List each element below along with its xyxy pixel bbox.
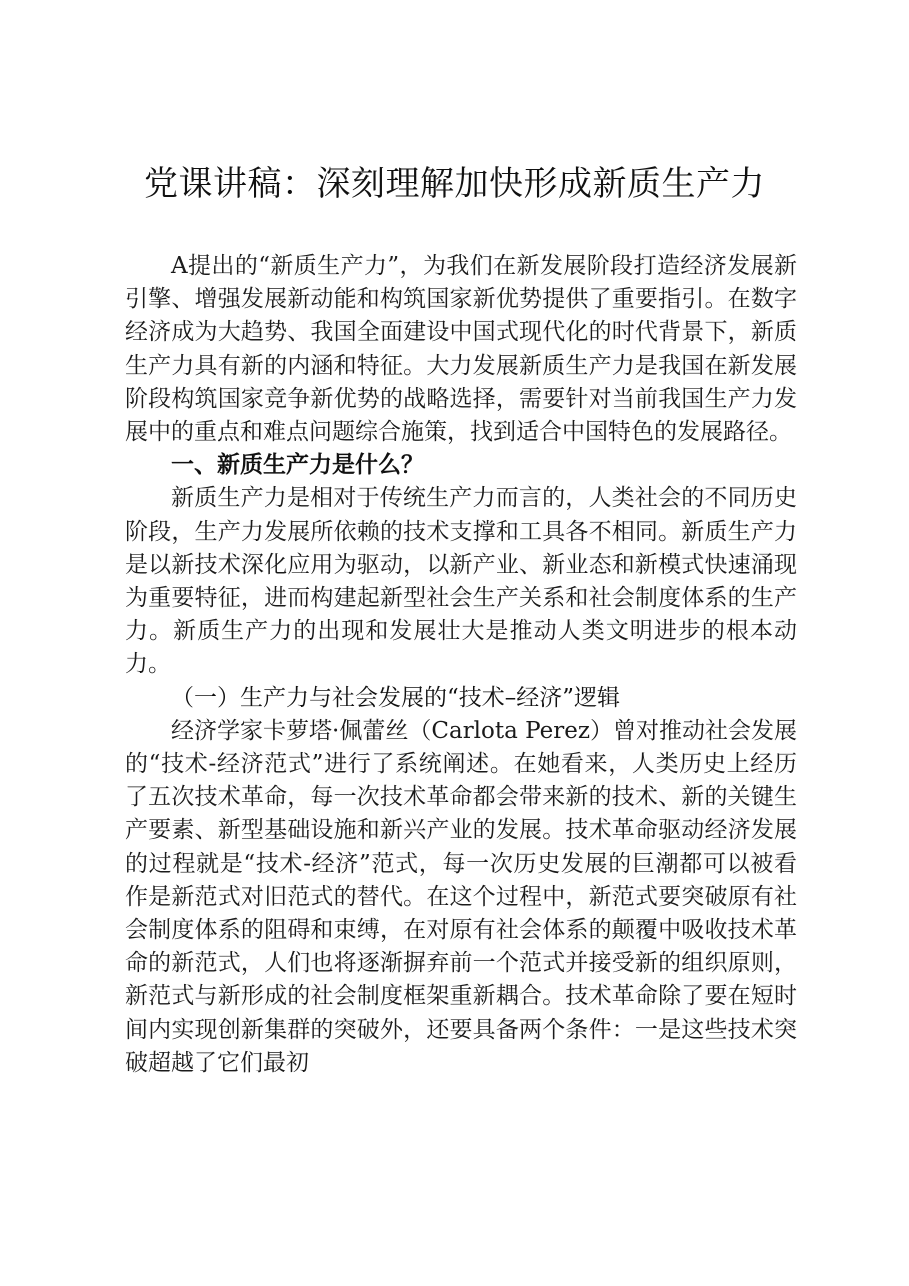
subsection-paragraph: 经济学家卡萝塔·佩蕾丝（Carlota Perez）曾对推动社会发展的“技术-经济范式”进行了系统阐述。在她看来，人类历史上经历了五次技术革命，每一次技术革命都会带来新的技术、新的关键生产要素、新型基础设施和新兴产业的发展。技术革命驱动经济发展的过程就是“技术-经济”范式，每一次历史发展的巨潮都可以被看作是新范式对旧范式的替代。在这个过程中，新范式要突破原有社会制度体系的阻碍和束缚，在对原有社会体系的颠覆中吸收技术革命的新范式，人们也将逐渐摒弃前一个范式并接受新的组织原则，新范式与新形成的社会制度框架重新耦合。技术革命除了要在短时间内实现创新集群的突破外，还要具备两个条件：一是这些技术突破超越了它们最初 <box>125 717 797 1076</box>
intro-paragraph: A提出的“新质生产力”，为我们在新发展阶段打造经济发展新引擎、增强发展新动能和构筑国家新优势提供了重要指引。在数字经济成为大趋势、我国全面建设中国式现代化的时代背景下，新质生产力具有新的内涵和特征。大力发展新质生产力是我国在新发展阶段构筑国家竞争新优势的战略选择，需要针对当前我国生产力发展中的重点和难点问题综合施策，找到适合中国特色的发展路径。 <box>125 253 797 446</box>
section-paragraph: 新质生产力是相对于传统生产力而言的，人类社会的不同历史阶段，生产力发展所依赖的技术支撑和工具各不相同。新质生产力是以新技术深化应用为驱动，以新产业、新业态和新模式快速涌现为重要特征，进而构建起新型社会生产关系和社会制度体系的生产力。新质生产力的出现和发展壮大是推动人类文明进步的根本动力。 <box>125 485 797 678</box>
document-body <box>125 250 797 1080</box>
document-title: 党课讲稿：深刻理解加快形成新质生产力 <box>144 164 765 204</box>
subsection-heading: （一）生产力与社会发展的“技术–经济”逻辑 <box>171 684 621 711</box>
section-heading: 一、新质生产力是什么？ <box>171 452 424 479</box>
